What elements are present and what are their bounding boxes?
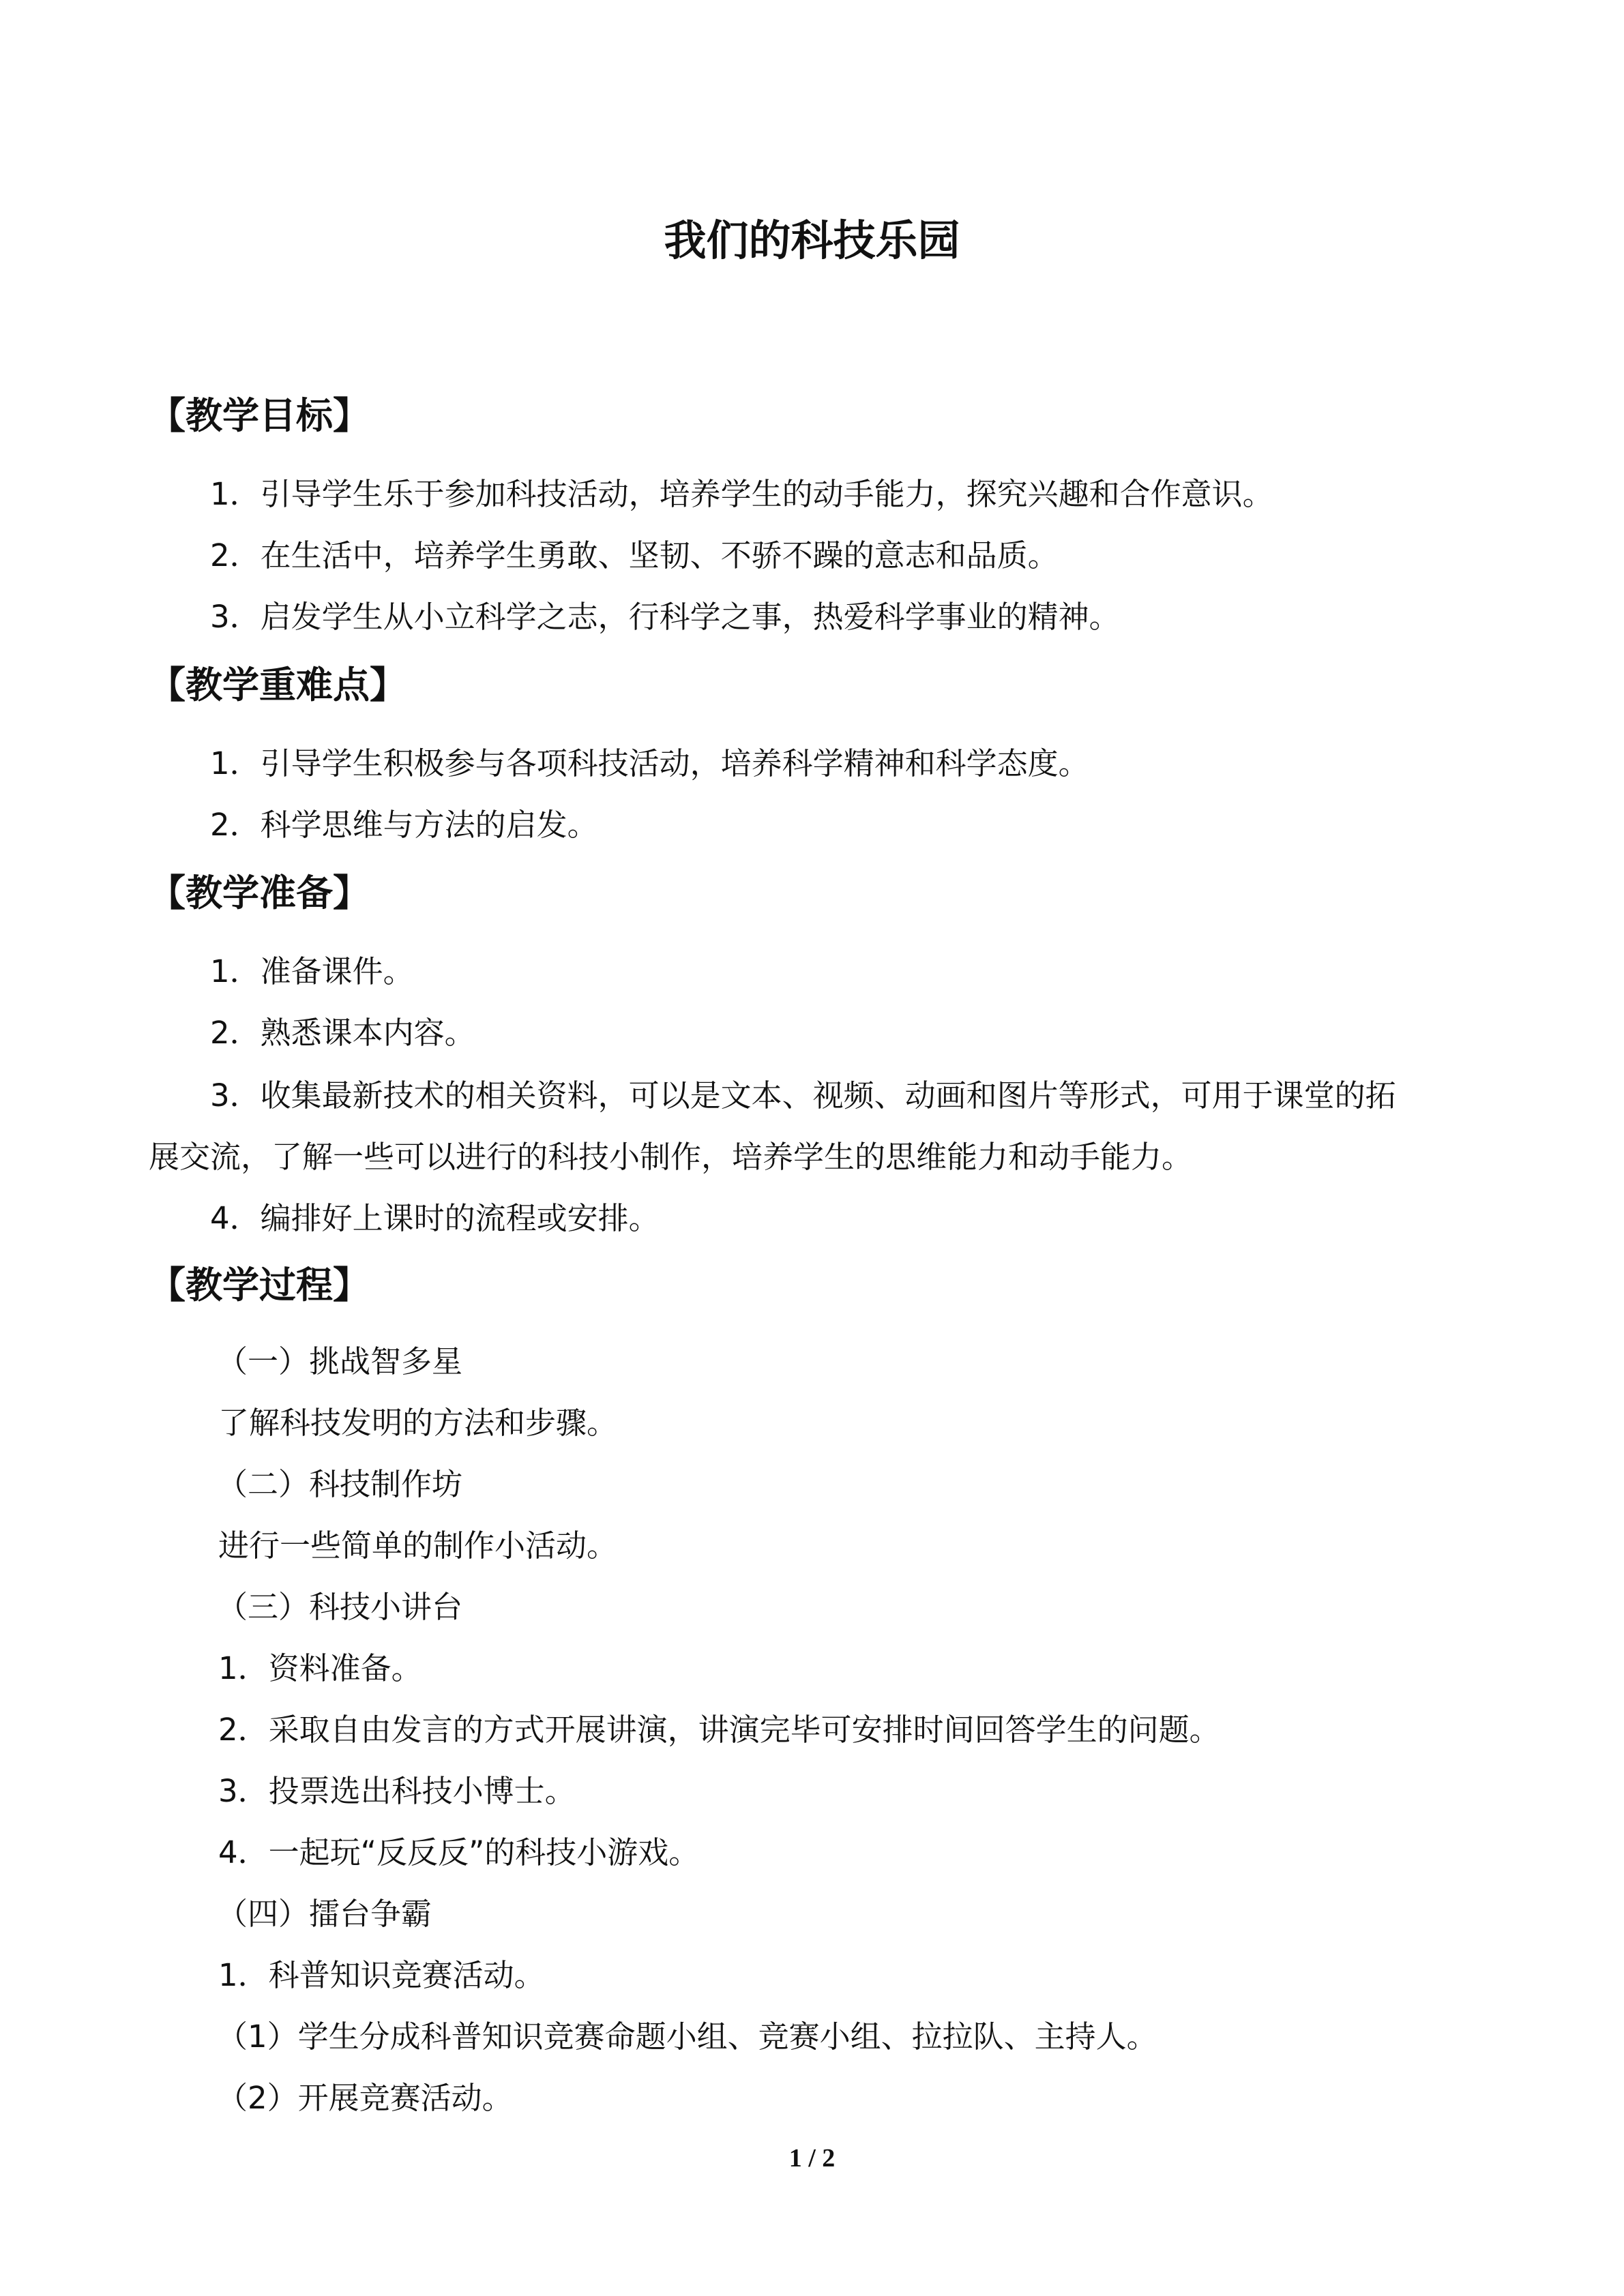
process-item: 2．采取自由发言的方式开展讲演，讲演完毕可安排时间回答学生的问题。 [218,1712,1220,1748]
preparation-item: 1．准备课件。 [210,953,414,989]
preparation-item-continued: 展交流，了解一些可以进行的科技小制作，培养学生的思维能力和动手能力。 [149,1139,1193,1175]
preparation-item: 3．收集最新技术的相关资料，可以是文本、视频、动画和图片等形式，可用于课堂的拓 [210,1077,1396,1114]
process-item: 了解科技发明的方法和步骤。 [218,1405,618,1441]
key-point-item: 2．科学思维与方法的启发。 [210,807,598,843]
process-item: 进行一些简单的制作小活动。 [218,1527,618,1564]
process-item: 4．一起玩“反反反”的科技小游戏。 [218,1834,700,1870]
goal-item: 1．引导学生乐于参加科技活动，培养学生的动手能力，探究兴趣和合作意识。 [210,476,1273,512]
goal-item: 2．在生活中，培养学生勇敢、坚韧、不骄不躁的意志和品质。 [210,537,1059,573]
process-subsection-title: （三）科技小讲台 [217,1589,463,1625]
goal-item: 3．启发学生从小立科学之志，行科学之事，热爱科学事业的精神。 [210,599,1120,635]
process-item: 1．资料准备。 [218,1650,422,1686]
process-subsection-title: （一）挑战智多星 [217,1343,463,1380]
process-item: 1．科普知识竞赛活动。 [218,1957,545,1993]
process-subsection-title: （二）科技制作坊 [217,1466,463,1502]
process-subsection-title: （四）擂台争霸 [217,1896,432,1932]
process-sub-item: （1）学生分成科普知识竞赛命题小组、竞赛小组、拉拉队、主持人。 [217,2018,1157,2055]
key-point-item: 1．引导学生积极参与各项科技活动，培养科学精神和科学态度。 [210,745,1089,781]
page-number: 1 / 2 [788,2144,836,2173]
preparation-item: 2．熟悉课本内容。 [210,1015,475,1051]
heading-teaching-process: 【教学过程】 [149,1264,370,1307]
process-item: 3．投票选出科技小博士。 [218,1773,576,1809]
process-sub-item: （2）开展竞赛活动。 [217,2080,513,2116]
document-title: 我们的科技乐园 [664,215,960,265]
heading-preparation: 【教学准备】 [149,871,370,914]
heading-teaching-goals: 【教学目标】 [149,394,370,437]
preparation-item: 4．编排好上课时的流程或安排。 [210,1200,660,1236]
heading-key-points: 【教学重难点】 [149,664,407,706]
